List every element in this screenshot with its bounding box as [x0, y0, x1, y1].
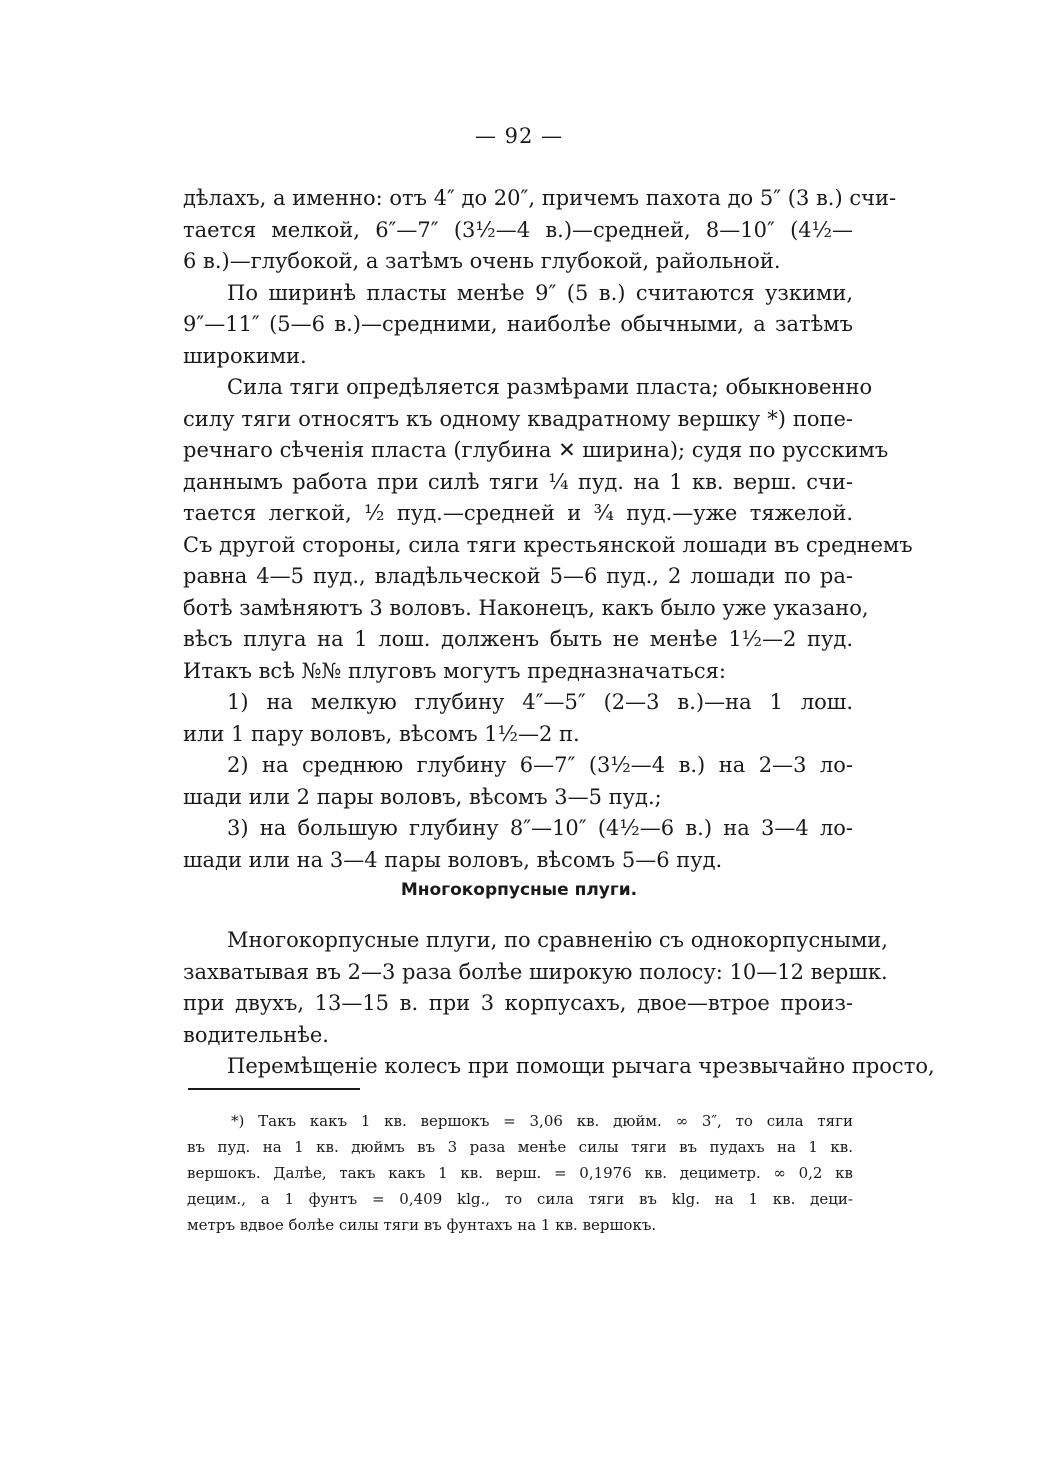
text-line: Многокорпусные плуги, по сравненію съ однокорпусными,: [227, 928, 888, 952]
text-line: дѣлахъ, а именно: отъ 4″ до 20″, причемъ пахота до 5″ (3 в.) счи-: [183, 186, 897, 210]
text-line: 6 в.)—глубокой, а затѣмъ очень глубокой, райольной.: [183, 249, 781, 273]
footnote-line: въ пуд. на 1 кв. дюймъ въ 3 раза менѣе силы тяги въ пудахъ на 1 кв.: [187, 1138, 853, 1156]
text-line: Сила тяги опредѣляется размѣрами пласта; обыкновенно: [227, 375, 873, 399]
text-line: тается легкой, ½ пуд.—средней и ¾ пуд.—уже тяжелой.: [183, 501, 853, 525]
text-line: широкими.: [183, 343, 307, 368]
text-line: тается мелкой, 6″—7″ (3½—4 в.)—средней, 8—10″ (4½—: [183, 217, 853, 242]
footnote-line: децим., а 1 фунтъ = 0,409 klg., то сила тяги въ klg. на 1 кв. деци-: [187, 1190, 853, 1208]
footnote-divider: [188, 1088, 360, 1090]
text-line: 9″—11″ (5—6 в.)—средними, наиболѣе обычными, а затѣмъ: [183, 312, 853, 336]
footnote: [187, 1108, 853, 1238]
list-item-2: 2) на среднюю глубину 6—7″ (3½—4 в.) на 2—3 ло-: [227, 753, 853, 777]
text-line: даннымъ работа при силѣ тяги ¼ пуд. на 1 кв. верш. счи-: [183, 469, 853, 494]
text-line: вѣсъ плуга на 1 лош. долженъ быть не менѣе 1½—2 пуд.: [183, 627, 853, 651]
text-line: при двухъ, 13—15 в. при 3 корпусахъ, двое—втрое произ-: [183, 991, 853, 1015]
text-line: шади или 2 пары воловъ, вѣсомъ 3—5 пуд.;: [183, 784, 662, 809]
list-item-1: 1) на мелкую глубину 4″—5″ (2—3 в.)—на 1 лош.: [227, 690, 853, 714]
text-line: ботѣ замѣняютъ 3 воловъ. Наконецъ, какъ было уже указано,: [183, 595, 869, 620]
footnote-line: *) Такъ какъ 1 кв. вершокъ = 3,06 кв. дюйм. ∞ 3″, то сила тяги: [231, 1112, 853, 1130]
text-line: силу тяги относятъ къ одному квадратному вершку *) попе-: [183, 406, 853, 431]
text-line: водительнѣе.: [183, 1022, 329, 1047]
footnote-line: метръ вдвое болѣе силы тяги въ фунтахъ на 1 кв. вершокъ.: [187, 1216, 657, 1234]
text-line: Итакъ всѣ №№ плуговъ могутъ предназначаться:: [183, 658, 726, 683]
page-number: — 92 —: [474, 124, 564, 148]
section-text: [183, 925, 935, 1083]
text-line: захватывая въ 2—3 раза болѣе широкую полосу: 10—12 вершк.: [183, 959, 888, 984]
text-line: речнаго сѣченія пласта (глубина ✕ ширина); судя по русскимъ: [183, 438, 889, 462]
text-line: шади или на 3—4 пары воловъ, вѣсомъ 5—6 пуд.: [183, 847, 723, 872]
text-line: По ширинѣ пласты менѣе 9″ (5 в.) считаются узкими,: [227, 280, 853, 305]
text-line: равна 4—5 пуд., владѣльческой 5—6 пуд., 2 лошади по ра-: [183, 564, 853, 588]
text-line: Перемѣщеніе колесъ при помощи рычага чрезвычайно просто,: [227, 1054, 935, 1078]
text-line: Съ другой стороны, сила тяги крестьянской лошади въ среднемъ: [183, 532, 913, 557]
list-item-3: 3) на большую глубину 8″—10″ (4½—6 в.) на 3—4 ло-: [227, 816, 853, 840]
main-text: [183, 183, 913, 876]
footnote-line: вершокъ. Далѣе, такъ какъ 1 кв. верш. = 0,1976 кв. дециметр. ∞ 0,2 кв: [187, 1164, 853, 1182]
section-heading: Многокорпусные плуги.: [400, 880, 638, 900]
text-line: или 1 пару воловъ, вѣсомъ 1½—2 п.: [183, 721, 580, 746]
